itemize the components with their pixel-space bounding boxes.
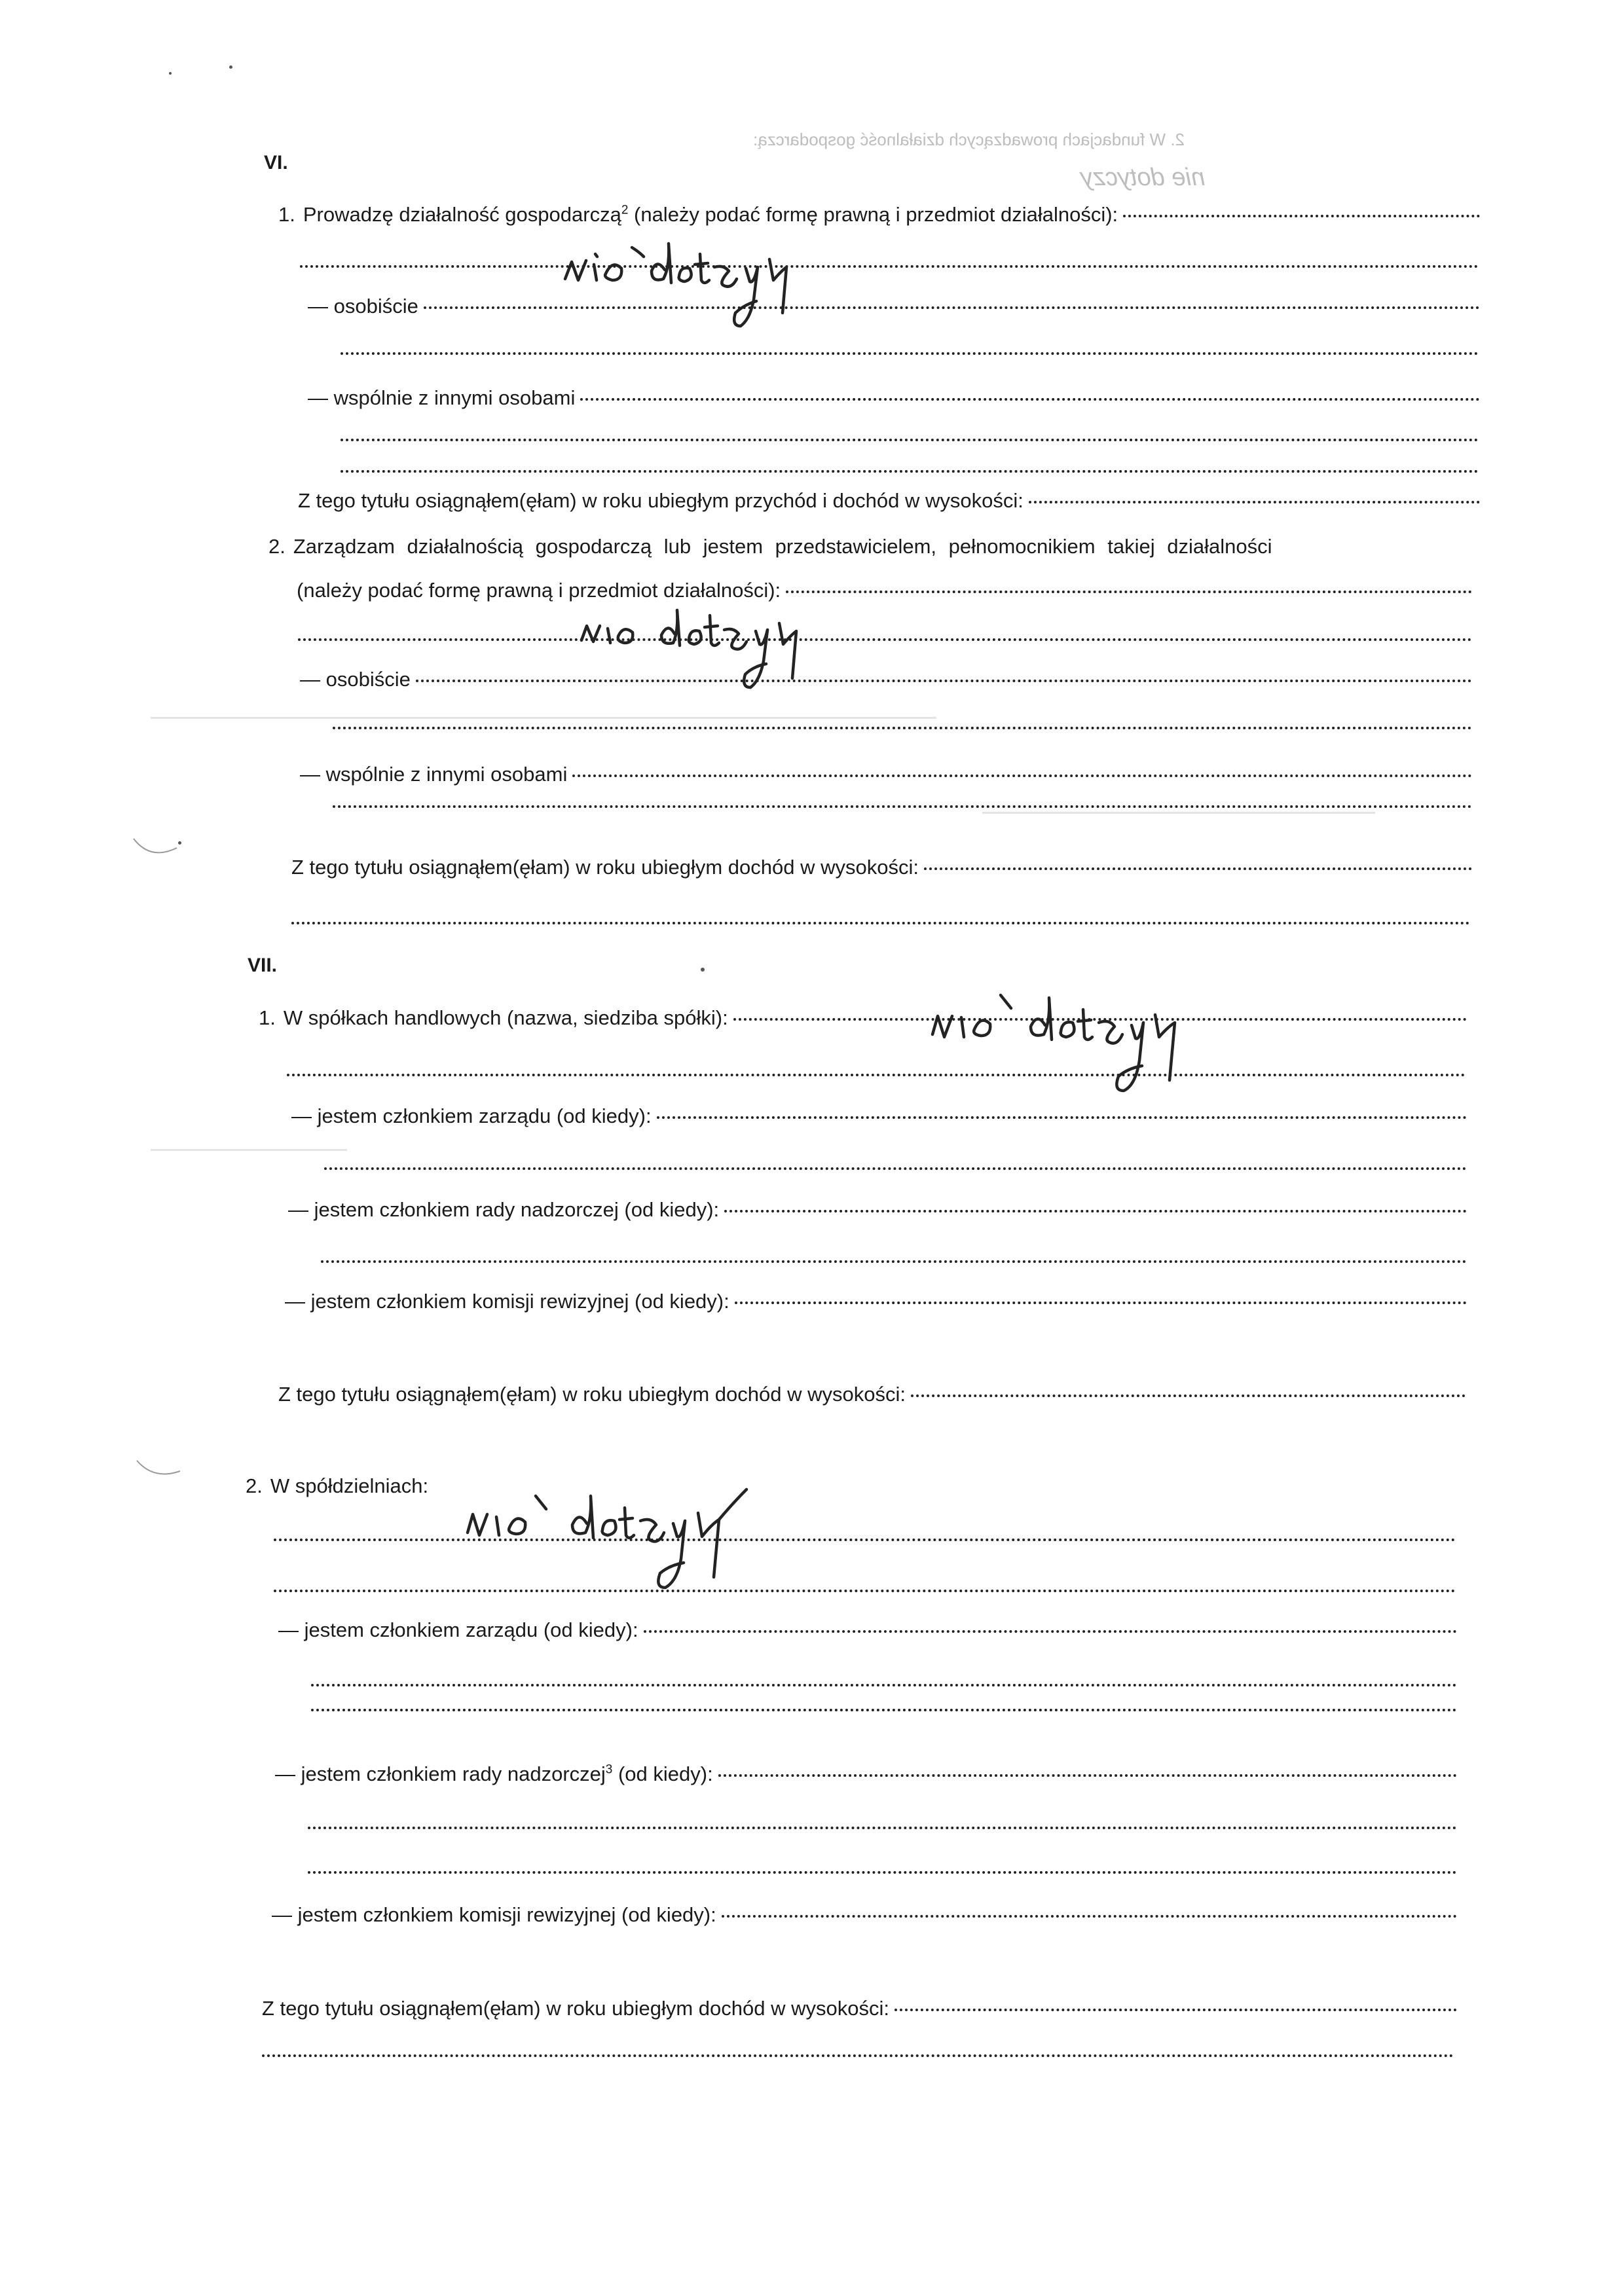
answer-field[interactable] [572, 774, 1472, 777]
answer-field[interactable] [1029, 501, 1480, 503]
vii-2-audit: — jestem członkiem komisji rewizyjnej (od kiedy): [272, 1902, 1457, 1928]
answer-field[interactable] [333, 727, 1472, 729]
answer-field[interactable] [333, 805, 1472, 808]
scan-speck [229, 65, 232, 69]
scan-curve-mark [131, 835, 183, 861]
answer-field[interactable] [311, 1684, 1457, 1686]
show-through-handwriting: nie dotyczy [1080, 164, 1206, 191]
answer-field[interactable] [308, 1827, 1457, 1829]
answer-field[interactable] [311, 1709, 1457, 1711]
handwritten-nie-dotyczy [458, 1476, 838, 1594]
answer-field[interactable] [722, 1915, 1457, 1918]
vii-1-board: — jestem członkiem zarządu (od kiedy): [291, 1103, 1467, 1129]
answer-field[interactable] [724, 1210, 1467, 1212]
answer-field[interactable] [735, 1302, 1467, 1304]
answer-field[interactable] [895, 2009, 1457, 2011]
vi-2-jointly: — wspólnie z innymi osobami [300, 761, 1472, 788]
answer-field[interactable] [786, 591, 1472, 593]
vii-2-supervisory [275, 1761, 1457, 1787]
answer-field[interactable] [580, 398, 1480, 401]
answer-field[interactable] [308, 1871, 1457, 1874]
vi-1-jointly: — wspólnie z innymi osobami [308, 385, 1480, 411]
vi-1-income: Z tego tytułu osiągnąłem(ęłam) w roku ubiegłym przychód i dochód w wysokości: [298, 488, 1480, 514]
vii-1-line: 1. W spółkach handlowych (nazwa, siedziba spółki): [259, 1005, 1467, 1031]
answer-field[interactable] [341, 352, 1479, 355]
vii-1-audit: — jestem członkiem komisji rewizyjnej (od kiedy): [285, 1288, 1467, 1315]
answer-field[interactable] [274, 1590, 1456, 1592]
handwritten-nie-dotyczy [923, 982, 1264, 1100]
vii-1-income: Z tego tytułu osiągnąłem(ęłam) w roku ubiegłym dochód w wysokości: [278, 1381, 1466, 1408]
answer-field[interactable] [321, 1260, 1467, 1263]
answer-field[interactable] [416, 680, 1472, 682]
vi-2-personally: — osobiście [300, 666, 1472, 693]
answer-field[interactable] [1123, 215, 1480, 217]
vi-2-text: Zarządzam działalnością gospodarczą lub jestem przedstawicielem, pełnomocnikiem takiej działalności [293, 535, 1272, 558]
item-number: 1. [278, 203, 295, 226]
scan-speck [169, 72, 172, 75]
footnote-mark: 2 [621, 203, 629, 217]
answer-field[interactable] [262, 2054, 1454, 2057]
answer-field[interactable] [324, 1167, 1467, 1170]
answer-field[interactable] [341, 470, 1479, 473]
vi-1-line [278, 202, 1480, 228]
vi-2-line-cont: (należy podać formę prawną i przedmiot działalności): [297, 577, 1472, 604]
answer-field[interactable] [341, 439, 1479, 441]
vi-2-income: Z tego tytułu osiągnąłem(ęłam) w roku ubiegłym dochód w wysokości: [291, 854, 1472, 881]
answer-field[interactable] [644, 1630, 1457, 1633]
scan-curve-mark [134, 1457, 187, 1483]
answer-field[interactable] [274, 1539, 1456, 1541]
vii-1-supervisory: — jestem członkiem rady nadzorczej (od kiedy): [288, 1197, 1467, 1223]
show-through-text: 2. W fundacjach prowadzących działalność gospodarczą: [753, 130, 1185, 149]
scan-speck [701, 968, 705, 972]
item-number: 1. [259, 1006, 276, 1029]
footnote-mark: 3 [605, 1762, 613, 1777]
section-vii-heading: VII. [248, 955, 278, 976]
show-through-line [151, 1149, 347, 1151]
answer-field[interactable] [287, 1074, 1466, 1076]
section-vi-heading: VI. [264, 152, 288, 173]
item-number: 2. [246, 1474, 263, 1497]
answer-field[interactable] [657, 1116, 1467, 1119]
vi-1-text: Prowadzę działalność gospodarczą$^2$ (należy podać formę prawną i przedmiot działalności): [303, 203, 1118, 226]
vi-1-personally: — osobiście [308, 293, 1480, 319]
vii-2-board: — jestem członkiem zarządu (od kiedy): [278, 1617, 1457, 1643]
show-through-line [151, 717, 936, 719]
answer-field[interactable] [924, 867, 1472, 870]
vii-2-line: 2. W spółdzielniach: [246, 1473, 1457, 1499]
answer-field[interactable] [424, 306, 1480, 309]
item-number: 2. [268, 535, 286, 558]
vii-2-income: Z tego tytułu osiągnąłem(ęłam) w roku ubiegłym dochód w wysokości: [262, 1995, 1457, 2022]
vi-2-line [268, 534, 1473, 560]
show-through-line [982, 812, 1375, 814]
answer-field[interactable] [291, 922, 1470, 924]
answer-field[interactable] [718, 1774, 1457, 1777]
answer-field[interactable] [911, 1394, 1466, 1397]
vii-2-supervisory-text: — jestem członkiem rady nadzorczej$^3$ (od kiedy): [275, 1762, 713, 1785]
